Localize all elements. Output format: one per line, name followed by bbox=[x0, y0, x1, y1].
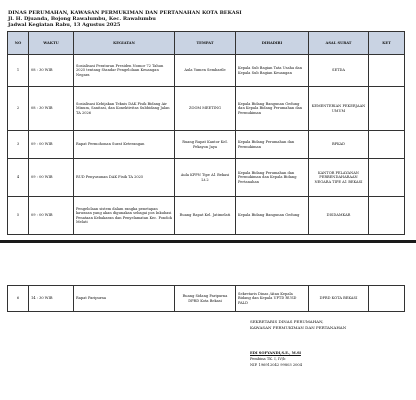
schedule-table-continued bbox=[7, 285, 405, 312]
signatory-name: EDI SOFYANDI,S.E., M.Si bbox=[250, 351, 301, 355]
cell-ket bbox=[369, 159, 405, 197]
cell-asal: DISDAMKAR bbox=[309, 197, 369, 235]
cell-no: 4 bbox=[8, 159, 29, 197]
col-header: TEMPAT bbox=[175, 32, 236, 55]
col-header: ASAL SURAT bbox=[309, 32, 369, 55]
table-header-row bbox=[8, 32, 405, 55]
cell-asal: BPKAD bbox=[309, 131, 369, 159]
table-row bbox=[8, 55, 405, 87]
col-header: NO bbox=[8, 32, 29, 55]
cell-no: 2 bbox=[8, 87, 29, 131]
cell-asal: DPRD KOTA BEKASI bbox=[309, 286, 369, 312]
cell-ket bbox=[369, 87, 405, 131]
cell-asal: KEMENTERIAN PEKERJAAN UMUM bbox=[309, 87, 369, 131]
cell-waktu: 09 : 00 WIB bbox=[29, 197, 74, 235]
cell-dihadiri: Sekretaris Dinas /Atau Kepala Bidang dan Kepala UPTD RUSD PALD bbox=[236, 286, 309, 312]
cell-kegiatan: Sosialisasi Kebijakan Teknis DAK Fisik Bidang Air Minum, Sanitasi, dan Konektivitas Subbidang Jalan TA 2026 bbox=[74, 87, 175, 131]
cell-tempat: Ruang Sidang Paripurna DPRD Kota Bekasi bbox=[175, 286, 236, 312]
cell-waktu: 08 : 30 WIB bbox=[29, 87, 74, 131]
cell-kegiatan: Rapat Paripurna bbox=[74, 286, 175, 312]
agency-address: Jl. H. Djuanda, Bojong Rawalumbu, Kec. Rawalumbu bbox=[8, 16, 156, 22]
cell-dihadiri: Kepala Bidang Perumahan dan Permukiman dan Kepala Bidang Pertanahan bbox=[236, 159, 309, 197]
cell-dihadiri: Kepala Sub Bagian Tata Usaha dan Kepala Sub Bagian Keuangan bbox=[236, 55, 309, 87]
cell-kegiatan: Pengelolaan sistem dalam rangka penetapan kawasan yang akan digunakan sebagai pos Inkubasi Penataan Kebakaran dan Penyelamatan Kec. Pondok Melati bbox=[74, 197, 175, 235]
schedule-date: Jadwal Kegiatan Rabu, 13 Agustus 2025 bbox=[8, 22, 121, 28]
cell-no: 1 bbox=[8, 55, 29, 87]
cell-asal: KANTOR PELAYANAN PERBENDAHARAAN NEGARA TIPE A1 BEKASI bbox=[309, 159, 369, 197]
cell-waktu: 09 : 00 WIB bbox=[29, 159, 74, 197]
col-header: DIHADIRI bbox=[236, 32, 309, 55]
cell-ket bbox=[369, 131, 405, 159]
cell-dihadiri: Kepala Bidang Bangunan Gedung dan Kepala Bidang Perumahan dan Permukiman bbox=[236, 87, 309, 131]
col-header: KET bbox=[369, 32, 405, 55]
col-header: KEGIATAN bbox=[74, 32, 175, 55]
signature-title-1: SEKRETARIS DINAS PERUMAHAN, bbox=[250, 319, 324, 324]
table-row bbox=[8, 131, 405, 159]
cell-asal: SETDA bbox=[309, 55, 369, 87]
cell-waktu: 09 : 00 WIB bbox=[29, 131, 74, 159]
table-row bbox=[8, 197, 405, 235]
signatory-rank: Pembina TK. I, IV/b bbox=[250, 357, 286, 361]
signature-title-2: KAWASAN PERMUKIMAN DAN PERTANAHAN bbox=[250, 325, 347, 330]
col-header: WAKTU bbox=[29, 32, 74, 55]
cell-tempat: Ruang Rapat Kantor Kel. Pekayon Jaya bbox=[175, 131, 236, 159]
cell-ket bbox=[369, 197, 405, 235]
cell-kegiatan: RUD Penyusunan DAK Fisik TA 2025 bbox=[74, 159, 175, 197]
cell-kegiatan: Rapat Permohonan Surat Keterangan bbox=[74, 131, 175, 159]
cell-tempat: Ruang Rapat Kel. Jatimelati bbox=[175, 197, 236, 235]
page-break-bar bbox=[0, 240, 416, 243]
schedule-table bbox=[7, 31, 405, 235]
cell-no: 5 bbox=[8, 197, 29, 235]
cell-tempat: Aula Yumen Sembarile bbox=[175, 55, 236, 87]
signatory-nip: NIP. 196912042 99803 2004 bbox=[250, 363, 302, 367]
cell-dihadiri: Kepala Bidang Bangunan Gedung bbox=[236, 197, 309, 235]
agency-title: DINAS PERUMAHAN, KAWASAN PERMUKIMAN DAN PERTANAHAN KOTA BEKASI bbox=[8, 10, 242, 16]
table-row bbox=[8, 87, 405, 131]
table-row bbox=[8, 286, 405, 312]
cell-waktu: 14 : 30 WIB bbox=[29, 286, 74, 312]
cell-tempat: Aula KPPN Tipe A1 Bekasi Lt.2 bbox=[175, 159, 236, 197]
cell-no: 6 bbox=[8, 286, 29, 312]
cell-kegiatan: Sosialisasi Peraturan Presiden Nomor 72 Tahun 2025 tentang Standar Pengelolaan Keuangan Negara bbox=[74, 55, 175, 87]
cell-no: 3 bbox=[8, 131, 29, 159]
cell-tempat: ZOOM MEETING bbox=[175, 87, 236, 131]
cell-waktu: 08 : 30 WIB bbox=[29, 55, 74, 87]
cell-ket bbox=[369, 286, 405, 312]
cell-ket bbox=[369, 55, 405, 87]
table-row bbox=[8, 159, 405, 197]
cell-dihadiri: Kepala Bidang Perumahan dan Permukiman bbox=[236, 131, 309, 159]
